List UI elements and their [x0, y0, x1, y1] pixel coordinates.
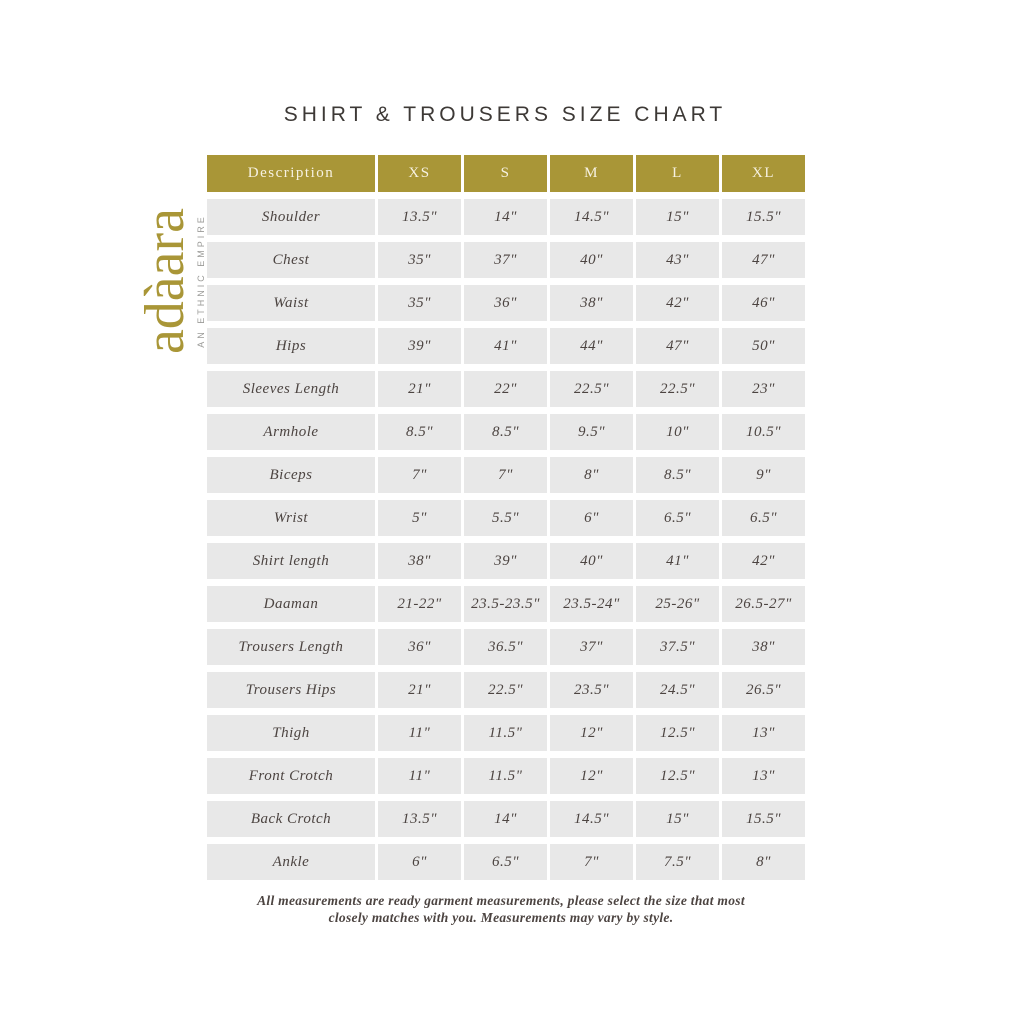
size-value-l: 15" [636, 199, 719, 235]
footnote-line-1: All measurements are ready garment measurements, please select the size that most [257, 893, 745, 908]
size-value-xl: 13" [722, 715, 805, 751]
footnote [0, 893, 1002, 927]
size-value-m: 8" [550, 457, 633, 493]
size-value-l: 42" [636, 285, 719, 321]
size-value-xl: 15.5" [722, 199, 805, 235]
size-value-m: 38" [550, 285, 633, 321]
size-value-xs: 21" [378, 371, 461, 407]
column-header-xl: XL [722, 155, 805, 192]
size-value-xl: 50" [722, 328, 805, 364]
size-value-m: 6" [550, 500, 633, 536]
size-value-l: 41" [636, 543, 719, 579]
size-value-xl: 8" [722, 844, 805, 880]
size-value-xl: 47" [722, 242, 805, 278]
size-value-xs: 35" [378, 242, 461, 278]
size-value-xs: 6" [378, 844, 461, 880]
size-value-s: 8.5" [464, 414, 547, 450]
size-value-s: 14" [464, 801, 547, 837]
row-label: Wrist [207, 500, 375, 536]
size-value-s: 7" [464, 457, 547, 493]
size-value-l: 15" [636, 801, 719, 837]
size-value-s: 22" [464, 371, 547, 407]
column-header-description: Description [207, 155, 375, 192]
brand-tagline: AN ETHNIC EMPIRE [196, 214, 206, 348]
size-value-xl: 38" [722, 629, 805, 665]
size-value-xs: 11" [378, 715, 461, 751]
size-value-xl: 23" [722, 371, 805, 407]
size-value-l: 24.5" [636, 672, 719, 708]
row-label: Sleeves Length [207, 371, 375, 407]
size-value-m: 23.5" [550, 672, 633, 708]
size-value-l: 12.5" [636, 758, 719, 794]
size-value-s: 22.5" [464, 672, 547, 708]
row-label: Trousers Length [207, 629, 375, 665]
row-label: Daaman [207, 586, 375, 622]
size-value-l: 10" [636, 414, 719, 450]
size-table [207, 155, 805, 880]
row-label: Hips [207, 328, 375, 364]
column-header-m: M [550, 155, 633, 192]
size-value-xs: 38" [378, 543, 461, 579]
size-value-s: 37" [464, 242, 547, 278]
size-value-xs: 8.5" [378, 414, 461, 450]
size-value-l: 47" [636, 328, 719, 364]
brand-logo [134, 161, 206, 401]
size-value-xs: 36" [378, 629, 461, 665]
size-value-xs: 7" [378, 457, 461, 493]
size-value-xs: 35" [378, 285, 461, 321]
footnote-line-2: closely matches with you. Measurements may vary by style. [328, 909, 674, 925]
size-value-l: 37.5" [636, 629, 719, 665]
column-header-l: L [636, 155, 719, 192]
size-value-xl: 6.5" [722, 500, 805, 536]
size-value-xl: 15.5" [722, 801, 805, 837]
size-value-xl: 10.5" [722, 414, 805, 450]
column-header-s: S [464, 155, 547, 192]
size-value-l: 43" [636, 242, 719, 278]
size-value-m: 12" [550, 758, 633, 794]
size-value-xs: 13.5" [378, 199, 461, 235]
row-label: Back Crotch [207, 801, 375, 837]
row-label: Chest [207, 242, 375, 278]
size-value-xs: 13.5" [378, 801, 461, 837]
row-label: Front Crotch [207, 758, 375, 794]
size-value-l: 7.5" [636, 844, 719, 880]
size-value-xl: 46" [722, 285, 805, 321]
size-value-m: 44" [550, 328, 633, 364]
size-value-xl: 26.5-27" [722, 586, 805, 622]
size-value-s: 5.5" [464, 500, 547, 536]
size-value-m: 14.5" [550, 199, 633, 235]
size-value-s: 11.5" [464, 715, 547, 751]
size-value-m: 12" [550, 715, 633, 751]
page-title: SHIRT & TROUSERS SIZE CHART [283, 103, 727, 126]
row-label: Trousers Hips [207, 672, 375, 708]
row-label: Shoulder [207, 199, 375, 235]
column-header-xs: XS [378, 155, 461, 192]
size-value-xl: 13" [722, 758, 805, 794]
size-value-s: 39" [464, 543, 547, 579]
size-value-xs: 11" [378, 758, 461, 794]
size-value-m: 14.5" [550, 801, 633, 837]
size-value-xs: 21" [378, 672, 461, 708]
size-value-m: 37" [550, 629, 633, 665]
size-value-m: 22.5" [550, 371, 633, 407]
row-label: Biceps [207, 457, 375, 493]
size-value-l: 8.5" [636, 457, 719, 493]
row-label: Thigh [207, 715, 375, 751]
size-value-xs: 21-22" [378, 586, 461, 622]
size-value-s: 6.5" [464, 844, 547, 880]
size-value-l: 22.5" [636, 371, 719, 407]
size-value-xs: 39" [378, 328, 461, 364]
size-value-m: 9.5" [550, 414, 633, 450]
size-value-l: 6.5" [636, 500, 719, 536]
size-value-xl: 9" [722, 457, 805, 493]
size-value-m: 40" [550, 242, 633, 278]
size-value-xl: 42" [722, 543, 805, 579]
size-value-s: 36.5" [464, 629, 547, 665]
size-value-m: 40" [550, 543, 633, 579]
size-value-l: 25-26" [636, 586, 719, 622]
row-label: Waist [207, 285, 375, 321]
size-value-s: 23.5-23.5" [464, 586, 547, 622]
size-value-xl: 26.5" [722, 672, 805, 708]
row-label: Ankle [207, 844, 375, 880]
size-value-s: 36" [464, 285, 547, 321]
size-value-l: 12.5" [636, 715, 719, 751]
row-label: Armhole [207, 414, 375, 450]
size-value-xs: 5" [378, 500, 461, 536]
size-value-s: 11.5" [464, 758, 547, 794]
size-value-m: 23.5-24" [550, 586, 633, 622]
size-value-s: 41" [464, 328, 547, 364]
brand-wordmark: adàara [134, 207, 196, 355]
size-value-m: 7" [550, 844, 633, 880]
size-value-s: 14" [464, 199, 547, 235]
row-label: Shirt length [207, 543, 375, 579]
